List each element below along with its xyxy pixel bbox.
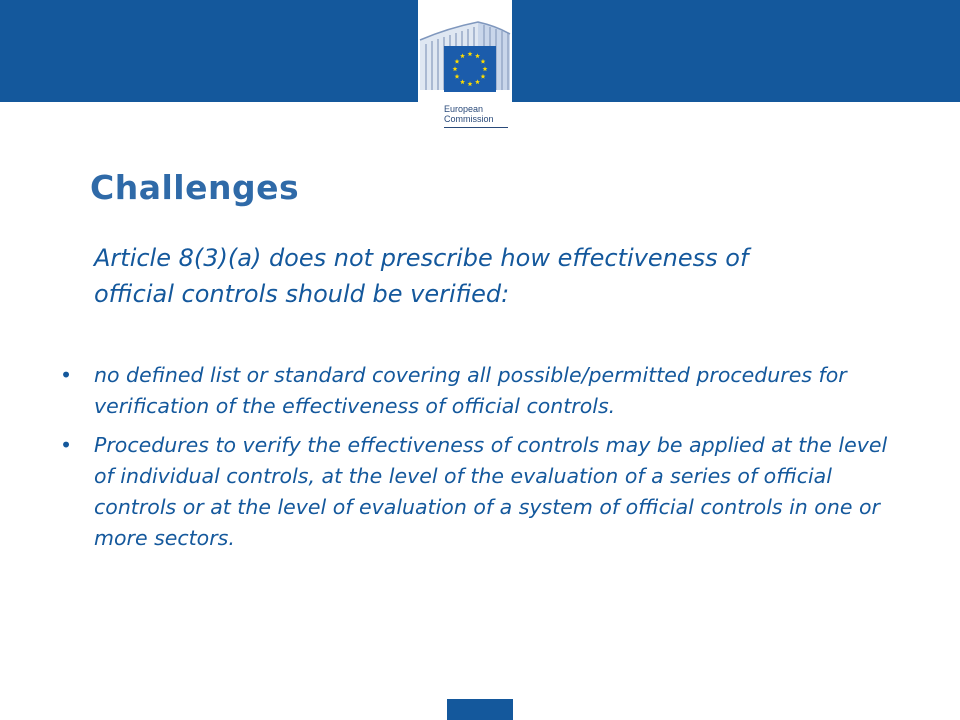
bullet-text: no defined list or standard covering all possible/permitted procedures for verification of the effectiveness of official controls. xyxy=(94,363,847,418)
logo-line-commission: Commission xyxy=(444,114,494,124)
footer-tab xyxy=(447,699,513,720)
bullet-item-2 xyxy=(60,430,910,554)
bullet-dot-icon: • xyxy=(60,433,73,457)
bullet-item-1 xyxy=(60,360,910,422)
logo-underline xyxy=(444,127,508,128)
european-commission-logo xyxy=(418,0,512,132)
logo-line-european: European xyxy=(444,104,484,114)
bullet-dot-icon: • xyxy=(60,363,73,387)
bullet-text: Procedures to verify the effectiveness of controls may be applied at the level of individual controls, at the level of the evaluation of a series of official controls or at the level of evaluation of a system of official controls in one or more sectors. xyxy=(94,433,888,550)
intro-paragraph: Article 8(3)(a) does not prescribe how effectiveness of official controls should be verified: xyxy=(94,244,749,308)
slide-title: Challenges xyxy=(90,168,300,207)
bullet-list xyxy=(60,360,910,554)
commission-building-icon xyxy=(418,0,512,104)
